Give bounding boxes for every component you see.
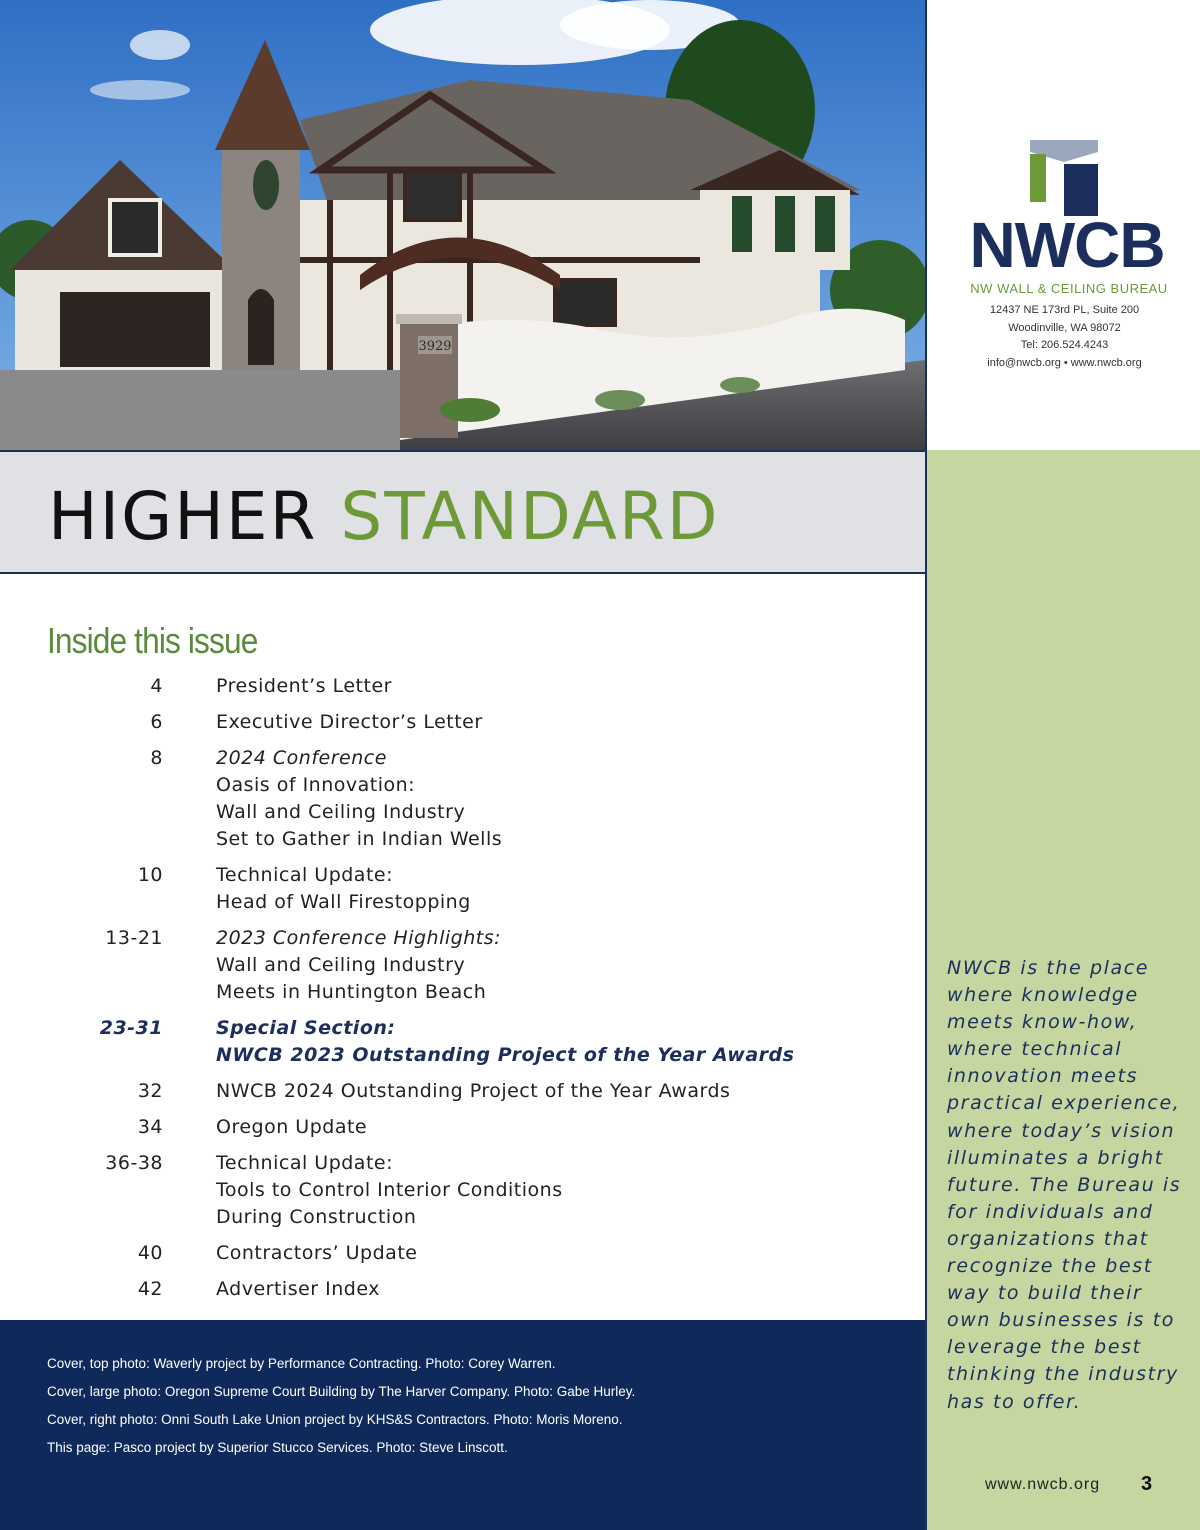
toc-title	[216, 1150, 563, 1231]
table-of-contents	[0, 673, 925, 1312]
toc-entry[interactable]	[0, 1078, 925, 1105]
house-number: 3929	[418, 339, 452, 354]
toc-entry[interactable]	[0, 1150, 925, 1231]
toc-page-number: 23-31	[99, 1017, 163, 1039]
toc-title-line: Oregon Update	[216, 1116, 368, 1138]
logo-address	[927, 302, 1200, 372]
logo-subtitle: NW WALL & CEILING BUREAU	[970, 281, 1168, 296]
credit-line: This page: Pasco project by Superior Stucco Services. Photo: Steve Linscott.	[47, 1440, 508, 1455]
title-band	[0, 450, 925, 574]
toc-title-line: Technical Update:	[216, 864, 393, 886]
toc-page-number: 32	[137, 1080, 163, 1102]
nwcb-logo-icon	[1030, 140, 1098, 216]
mission-line: meets know-how,	[947, 1011, 1138, 1034]
toc-title-line: President’s Letter	[216, 675, 392, 697]
toc-entry[interactable]	[0, 925, 925, 1006]
toc-title-line: Special Section:	[216, 1017, 396, 1039]
toc-title	[216, 862, 471, 916]
mission-line: NWCB is the place	[947, 957, 1150, 979]
toc-page-number: 8	[150, 747, 163, 769]
cover-photo	[0, 0, 925, 450]
toc-page-number: 13-21	[105, 927, 163, 949]
mission-line: organizations that	[947, 1227, 1149, 1250]
toc-title	[216, 925, 501, 1006]
mission-statement	[947, 955, 1192, 1416]
toc-title	[216, 1276, 380, 1303]
mission-line: practical experience,	[947, 1092, 1181, 1115]
toc-title	[216, 745, 502, 853]
toc-entry[interactable]	[0, 1276, 925, 1303]
toc-title	[216, 1078, 730, 1105]
toc-title-line: Tools to Control Interior Conditions	[216, 1179, 563, 1201]
toc-title-line: Contractors’ Update	[216, 1242, 418, 1264]
toc-entry[interactable]	[0, 745, 925, 853]
address-line: Woodinville, WA 98072	[1008, 321, 1121, 334]
toc-page-number: 34	[137, 1116, 163, 1138]
page-number: 3	[1141, 1473, 1153, 1495]
toc-title-line: 2024 Conference	[216, 747, 387, 769]
mission-line: where knowledge	[947, 984, 1139, 1007]
toc-page-number: 10	[137, 864, 163, 886]
toc-entry[interactable]	[0, 1015, 925, 1069]
photo-credits	[0, 1320, 925, 1530]
toc-title-line: 2023 Conference Highlights:	[216, 927, 502, 949]
toc-title-line: Technical Update:	[216, 1152, 393, 1174]
toc-title-line: NWCB 2023 Outstanding Project of the Year Awards	[216, 1044, 795, 1066]
toc-title-line: During Construction	[216, 1206, 417, 1228]
toc-title	[216, 673, 392, 700]
mission-line: own businesses is to	[947, 1309, 1175, 1332]
toc-entry[interactable]	[0, 709, 925, 736]
toc-title	[216, 1114, 367, 1141]
credit-line: Cover, large photo: Oregon Supreme Court Building by The Harver Company. Photo: Gabe Hurley.	[47, 1384, 636, 1399]
toc-title-line: Meets in Huntington Beach	[216, 981, 487, 1003]
mission-line: thinking the industry	[947, 1363, 1179, 1386]
toc-title-line: Head of Wall Firestopping	[216, 891, 471, 913]
toc-entry[interactable]	[0, 1114, 925, 1141]
mission-line: recognize the best	[947, 1255, 1153, 1278]
toc-title-line: Advertiser Index	[216, 1278, 380, 1300]
toc-title-line: Set to Gather in Indian Wells	[216, 828, 503, 850]
address-line: 12437 NE 173rd PL, Suite 200	[989, 304, 1140, 316]
toc-entry[interactable]	[0, 862, 925, 916]
toc-page-number: 4	[150, 675, 163, 697]
green-sidebar	[925, 450, 1200, 1530]
logo-panel	[925, 0, 1200, 450]
mission-line: innovation meets	[947, 1065, 1139, 1088]
toc-page-number: 6	[150, 711, 163, 733]
toc-page-number: 42	[137, 1278, 163, 1300]
toc-page-number: 36-38	[105, 1152, 163, 1174]
toc-title-line: NWCB 2024 Outstanding Project of the Year Awards	[216, 1080, 731, 1102]
credit-line: Cover, top photo: Waverly project by Performance Contracting. Photo: Corey Warren.	[47, 1356, 556, 1371]
toc-title	[216, 709, 483, 736]
mission-line: leverage the best	[947, 1336, 1142, 1359]
footer-url[interactable]: www.nwcb.org	[985, 1476, 1101, 1493]
toc-title	[216, 1240, 417, 1267]
credit-line: Cover, right photo: Onni South Lake Union project by KHS&S Contractors. Photo: Moris Moreno.	[47, 1412, 623, 1427]
contact-line: info@nwcb.org • www.nwcb.org	[987, 356, 1142, 369]
toc-entry[interactable]	[0, 1240, 925, 1267]
mission-line: where today’s vision	[947, 1119, 1176, 1142]
page-title	[48, 478, 720, 555]
house-photo	[0, 0, 925, 450]
toc-page-number: 40	[137, 1242, 163, 1264]
mission-line: way to build their	[947, 1282, 1143, 1305]
mission-line: has to offer.	[947, 1390, 1082, 1413]
title-word-standard: STANDARD	[340, 478, 720, 555]
contents-heading: Inside this issue	[47, 620, 258, 661]
toc-title-line: Wall and Ceiling Industry	[216, 954, 466, 976]
toc-entry[interactable]	[0, 673, 925, 700]
mission-line: where technical	[947, 1038, 1123, 1061]
toc-title-line: Oasis of Innovation:	[216, 774, 416, 796]
logo-wordmark: NWCB	[969, 209, 1165, 281]
title-word-higher: HIGHER	[48, 478, 318, 555]
toc-title-line: Wall and Ceiling Industry	[216, 801, 466, 823]
phone-number: Tel: 206.524.4243	[1020, 339, 1109, 351]
mission-line: for individuals and	[947, 1200, 1154, 1223]
mission-line: illuminates a bright	[947, 1146, 1164, 1169]
mission-line: future. The Bureau is	[947, 1173, 1182, 1196]
toc-title-line: Executive Director’s Letter	[216, 711, 483, 733]
toc-title	[216, 1015, 794, 1069]
